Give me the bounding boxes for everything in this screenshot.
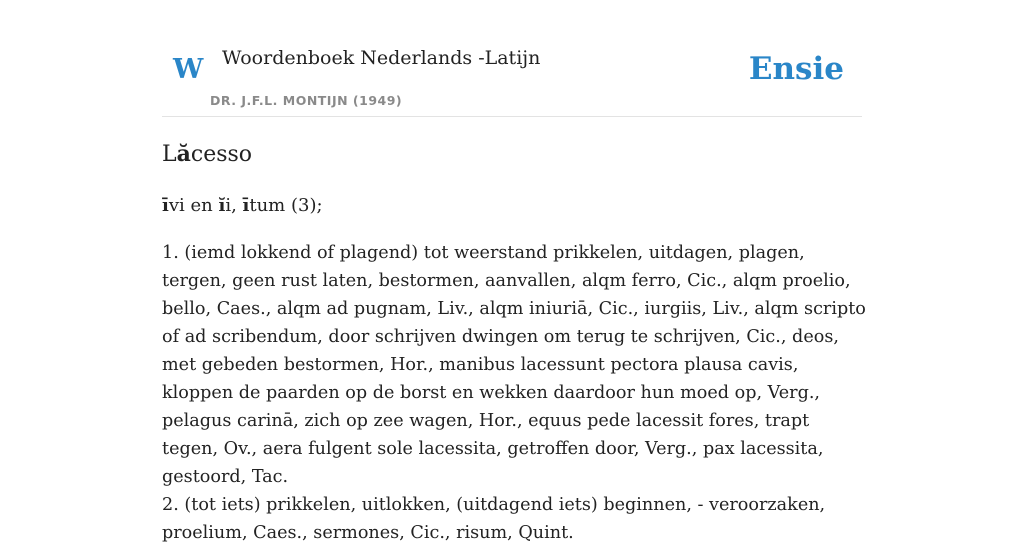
dictionary-author: DR. J.F.L. MONTIJN (1949) [210, 93, 403, 108]
entry-grammar-forms [162, 192, 323, 220]
grammar-text-1: vi en [168, 195, 219, 216]
dictionary-title-link[interactable]: Woordenboek Nederlands -Latijn [222, 47, 541, 69]
ensie-brand-logo[interactable]: Ensie [748, 51, 844, 87]
grammar-long-mark-2: ī [242, 195, 250, 216]
grammar-text-2: i, [225, 195, 243, 216]
dictionary-logo-w[interactable]: W [173, 54, 204, 85]
entry-definitions [162, 239, 868, 547]
definition-1: 1. (iemd lokkend of plagend) tot weerstand prikkelen, uitdagen, plagen, tergen, geen rust laten, bestormen, aanvallen, alqm ferro, Cic., alqm proelio, bello, Caes., alqm ad pugnam, Liv., alqm iniuriā, Cic., iurgiis, Liv., alqm scripto of ad scribendum, door schrijven dwingen om terug te schrijven, Cic., deos, met gebeden bestormen, Hor., manibus lacessunt pectora plausa cavis, kloppen de paarden op de borst en wekken daardoor hun moed op, Verg., pelagus carinā, zich op zee wagen, Hor., equus pede lacessit fores, trapt tegen, Ov., aera fulgent sole lacessita, getroffen door, Verg., pax lacessita, gestoord, Tac. [162, 243, 866, 487]
dictionary-header [162, 0, 862, 117]
entry-headword [162, 138, 252, 171]
headword-end: cesso [190, 142, 253, 167]
grammar-text-3: tum (3); [249, 195, 323, 216]
grammar-short-mark: ĭ [218, 195, 226, 216]
headword-accent-letter: ă [176, 141, 191, 167]
grammar-long-mark-1: ī [162, 195, 169, 216]
definition-2: 2. (tot iets) prikkelen, uitlokken, (uitdagend iets) beginnen, - veroorzaken, proelium, Caes., sermones, Cic., risum, Quint. [162, 495, 826, 543]
headword-start: L [162, 142, 177, 167]
